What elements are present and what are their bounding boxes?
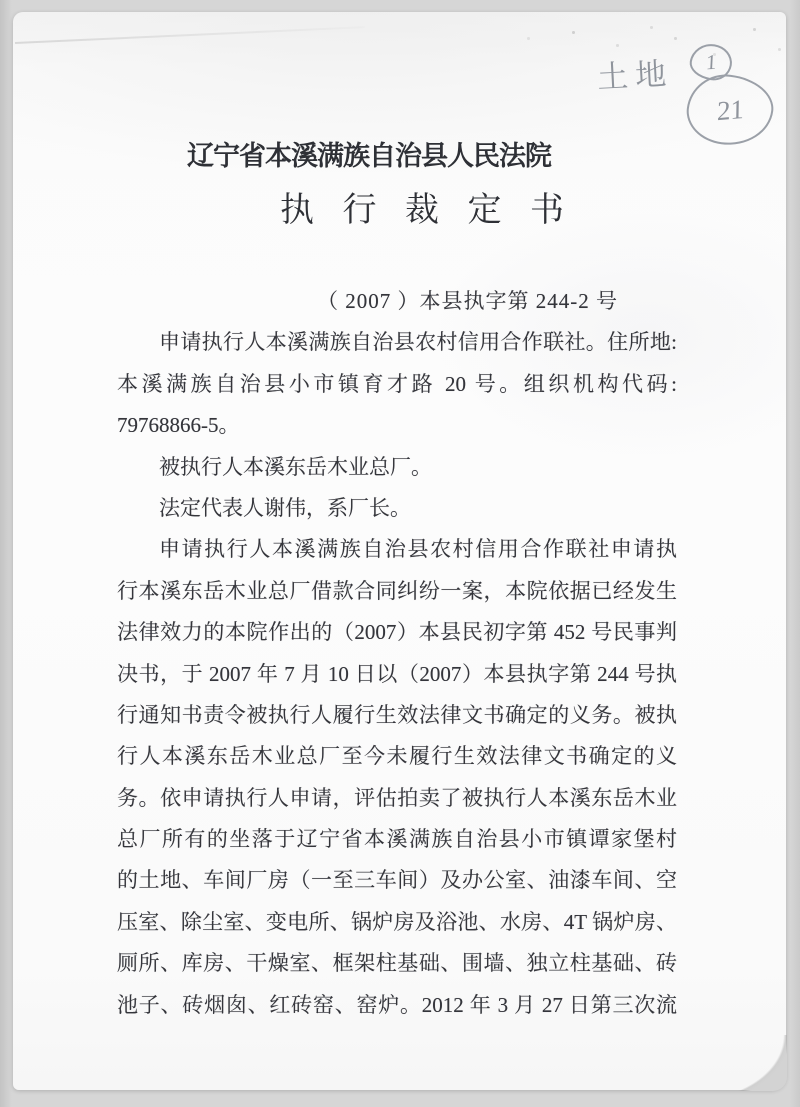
body-line: 行本溪东岳木业总厂借款合同纠纷一案，本院依据已经发生 bbox=[117, 578, 677, 603]
body-line: 法律效力的本院作出的（2007）本县民初字第 452 号民事判 bbox=[117, 620, 677, 645]
body-line: 法定代表人谢伟，系厂长。 bbox=[159, 495, 411, 520]
document-title: 执 行 裁 定 书 bbox=[280, 192, 574, 229]
page-corner-curl bbox=[691, 1035, 787, 1091]
body-line: 池子、砖烟囱、红砖窑、窑炉。2012 年 3 月 27 日第三次流 bbox=[117, 992, 677, 1017]
scan-speckles bbox=[13, 12, 14, 13]
body-line: 决书，于 2007 年 7 月 10 日以（2007）本县执字第 244 号执 bbox=[117, 661, 677, 686]
document-page bbox=[13, 12, 786, 1090]
case-number: （ 2007 ）本县执字第 244-2 号 bbox=[317, 289, 618, 313]
body-line: 行人本溪东岳木业总厂至今未履行生效法律文书确定的义 bbox=[117, 744, 677, 769]
document-body bbox=[117, 281, 677, 1026]
fold-crease bbox=[15, 26, 365, 44]
body-line: 行通知书责令被执行人履行生效法律文书确定的义务。被执 bbox=[117, 702, 677, 727]
handwritten-circle-21 bbox=[683, 70, 777, 150]
body-line: 厕所、库房、干燥室、框架柱基础、围墙、独立柱基础、砖 bbox=[117, 951, 677, 976]
body-line: 79768866-5。 bbox=[117, 413, 240, 438]
body-line: 申请执行人本溪满族自治县农村信用合作联社。住所地: bbox=[159, 330, 677, 355]
body-line: 压室、除尘室、变电所、锅炉房及浴池、水房、4T 锅炉房、 bbox=[117, 909, 677, 934]
body-line: 务。依申请执行人申请，评估拍卖了被执行人本溪东岳木业 bbox=[117, 785, 677, 810]
handwritten-number-21: 21 bbox=[716, 93, 744, 126]
handwritten-land-label: 土地 bbox=[596, 56, 675, 95]
body-line: 被执行人本溪东岳木业总厂。 bbox=[159, 454, 432, 479]
handwritten-number-1: 1 bbox=[705, 49, 717, 74]
body-line: 总厂所有的坐落于辽宁省本溪满族自治县小市镇谭家堡村 bbox=[117, 827, 677, 852]
body-line: 本溪满族自治县小市镇育才路 20 号。组织机构代码: bbox=[117, 371, 677, 396]
court-name: 辽宁省本溪满族自治县人民法院 bbox=[187, 141, 551, 171]
body-line: 的土地、车间厂房（一至三车间）及办公室、油漆车间、空 bbox=[117, 868, 677, 893]
body-line: 申请执行人本溪满族自治县农村信用合作联社申请执 bbox=[159, 537, 677, 562]
